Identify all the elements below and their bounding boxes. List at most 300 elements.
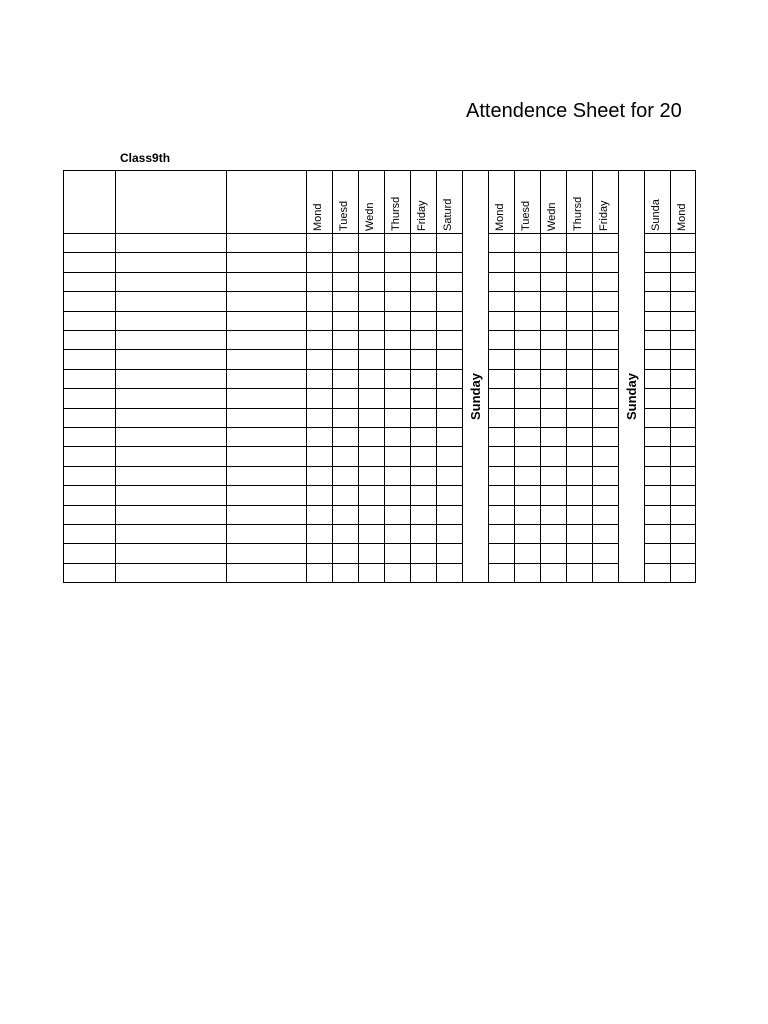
attendance-mark — [644, 408, 670, 427]
day-number — [306, 175, 332, 194]
attendance-mark — [358, 291, 384, 310]
attendance-mark — [410, 369, 436, 388]
attendance-mark — [306, 272, 332, 291]
header-roll-no — [67, 213, 115, 233]
father-name — [226, 330, 306, 349]
attendance-mark — [488, 291, 514, 310]
attendance-mark — [670, 427, 695, 446]
attendance-mark — [306, 408, 332, 427]
attendance-mark — [410, 233, 436, 252]
attendance-mark — [358, 311, 384, 330]
father-name — [226, 291, 306, 310]
header-father-name — [244, 213, 306, 233]
attendance-mark — [514, 330, 540, 349]
attendance-mark — [306, 388, 332, 407]
attendance-mark — [332, 233, 358, 252]
roll-number — [63, 524, 115, 543]
grid-vline — [618, 170, 619, 583]
attendance-mark — [410, 272, 436, 291]
attendance-mark — [514, 505, 540, 524]
attendance-mark — [592, 291, 618, 310]
attendance-mark — [644, 505, 670, 524]
attendance-mark — [540, 252, 566, 271]
attendance-mark — [592, 272, 618, 291]
attendance-mark — [488, 446, 514, 465]
attendance-mark — [384, 369, 410, 388]
day-name: Sunda — [650, 199, 662, 231]
attendance-mark — [306, 427, 332, 446]
student-name — [115, 563, 226, 582]
day-number — [332, 175, 358, 194]
attendance-mark — [592, 485, 618, 504]
day-name: Wedn — [364, 202, 376, 231]
attendance-mark — [644, 330, 670, 349]
student-name — [115, 524, 226, 543]
attendance-mark — [540, 543, 566, 562]
attendance-mark — [306, 252, 332, 271]
student-name — [115, 408, 226, 427]
attendance-mark — [436, 466, 462, 485]
attendance-mark — [332, 543, 358, 562]
attendance-mark — [670, 369, 695, 388]
attendance-mark — [592, 349, 618, 368]
attendance-mark — [332, 485, 358, 504]
attendance-mark — [540, 311, 566, 330]
attendance-mark — [514, 408, 540, 427]
attendance-mark — [410, 252, 436, 271]
attendance-mark — [540, 330, 566, 349]
father-name — [226, 252, 306, 271]
attendance-mark — [306, 349, 332, 368]
attendance-mark — [488, 311, 514, 330]
class-label: Class9th — [120, 151, 171, 165]
attendance-mark — [566, 272, 592, 291]
attendance-mark — [358, 446, 384, 465]
attendance-mark — [566, 330, 592, 349]
attendance-mark — [644, 427, 670, 446]
attendance-mark — [566, 563, 592, 582]
attendance-mark — [670, 505, 695, 524]
attendance-mark — [358, 466, 384, 485]
attendance-mark — [384, 524, 410, 543]
sheet-title: Attendence Sheet for 20 — [466, 100, 682, 122]
attendance-mark — [436, 485, 462, 504]
attendance-mark — [670, 543, 695, 562]
attendance-mark — [410, 446, 436, 465]
day-number — [488, 175, 514, 194]
attendance-mark — [384, 233, 410, 252]
attendance-mark — [592, 252, 618, 271]
day-name: Mond — [676, 203, 688, 231]
attendance-mark — [332, 388, 358, 407]
attendance-mark — [514, 427, 540, 446]
father-name — [226, 272, 306, 291]
father-name — [226, 446, 306, 465]
attendance-mark — [644, 466, 670, 485]
father-name — [226, 311, 306, 330]
father-name — [226, 388, 306, 407]
attendance-mark — [436, 563, 462, 582]
attendance-mark — [358, 524, 384, 543]
attendance-mark — [306, 563, 332, 582]
attendance-mark — [384, 408, 410, 427]
attendance-mark — [306, 291, 332, 310]
day-number — [592, 175, 618, 194]
attendance-mark — [332, 524, 358, 543]
attendance-mark — [592, 543, 618, 562]
attendance-mark — [592, 369, 618, 388]
attendance-mark — [358, 563, 384, 582]
day-name: Friday — [598, 200, 610, 231]
attendance-mark — [592, 233, 618, 252]
student-name — [115, 311, 226, 330]
attendance-mark — [644, 272, 670, 291]
day-name: Mond — [312, 203, 324, 231]
attendance-mark — [670, 563, 695, 582]
attendance-mark — [358, 233, 384, 252]
attendance-mark — [358, 349, 384, 368]
attendance-mark — [306, 466, 332, 485]
attendance-mark — [670, 291, 695, 310]
father-name — [226, 466, 306, 485]
attendance-mark — [410, 524, 436, 543]
attendance-mark — [410, 311, 436, 330]
day-name: Wedn — [546, 202, 558, 231]
grid-vline — [462, 170, 463, 583]
sunday-label: Sunday — [468, 373, 483, 420]
attendance-mark — [436, 388, 462, 407]
attendance-mark — [306, 330, 332, 349]
student-name — [115, 388, 226, 407]
attendance-mark — [358, 408, 384, 427]
father-name — [226, 233, 306, 252]
day-name: Thursd — [390, 196, 402, 231]
grid-hline-top — [63, 170, 696, 171]
attendance-mark — [670, 408, 695, 427]
roll-number — [63, 408, 115, 427]
attendance-mark — [644, 233, 670, 252]
attendance-mark — [436, 369, 462, 388]
roll-number — [63, 466, 115, 485]
attendance-mark — [488, 485, 514, 504]
father-name — [226, 543, 306, 562]
attendance-mark — [384, 543, 410, 562]
attendance-mark — [592, 388, 618, 407]
attendance-mark — [566, 291, 592, 310]
attendance-mark — [540, 369, 566, 388]
attendance-mark — [670, 349, 695, 368]
student-name — [115, 233, 226, 252]
sunday-label: Sunday — [624, 373, 639, 420]
attendance-mark — [566, 505, 592, 524]
father-name — [226, 369, 306, 388]
attendance-mark — [436, 311, 462, 330]
attendance-mark — [540, 563, 566, 582]
attendance-mark — [540, 408, 566, 427]
attendance-mark — [358, 330, 384, 349]
attendance-mark — [332, 427, 358, 446]
student-name — [115, 505, 226, 524]
attendance-mark — [384, 563, 410, 582]
father-name — [226, 349, 306, 368]
day-name: Mond — [494, 203, 506, 231]
day-number — [358, 175, 384, 194]
student-name — [115, 446, 226, 465]
attendance-mark — [514, 369, 540, 388]
attendance-mark — [384, 291, 410, 310]
attendance-mark — [644, 349, 670, 368]
attendance-mark — [358, 427, 384, 446]
attendance-mark — [488, 349, 514, 368]
attendance-mark — [540, 388, 566, 407]
roll-number — [63, 543, 115, 562]
day-number — [566, 175, 592, 194]
attendance-mark — [332, 311, 358, 330]
attendance-mark — [540, 291, 566, 310]
attendance-mark — [514, 563, 540, 582]
attendance-mark — [410, 466, 436, 485]
attendance-mark — [566, 388, 592, 407]
header-student-name — [121, 213, 226, 233]
attendance-mark — [488, 543, 514, 562]
attendance-mark — [410, 563, 436, 582]
attendance-mark — [566, 233, 592, 252]
attendance-mark — [540, 524, 566, 543]
attendance-mark — [540, 427, 566, 446]
attendance-mark — [384, 485, 410, 504]
attendance-mark — [332, 466, 358, 485]
attendance-mark — [410, 427, 436, 446]
attendance-mark — [566, 252, 592, 271]
attendance-mark — [670, 272, 695, 291]
attendance-mark — [670, 330, 695, 349]
attendance-mark — [592, 330, 618, 349]
roll-number — [63, 252, 115, 271]
attendance-mark — [488, 466, 514, 485]
student-name — [115, 291, 226, 310]
day-number — [384, 175, 410, 194]
roll-number — [63, 388, 115, 407]
attendance-mark — [332, 330, 358, 349]
attendance-mark — [306, 485, 332, 504]
attendance-mark — [540, 349, 566, 368]
attendance-mark — [410, 349, 436, 368]
day-number — [618, 175, 644, 194]
father-name — [226, 427, 306, 446]
attendance-mark — [410, 505, 436, 524]
roll-number — [63, 505, 115, 524]
attendance-mark — [540, 446, 566, 465]
attendance-mark — [332, 408, 358, 427]
attendance-mark — [514, 524, 540, 543]
roll-number — [63, 272, 115, 291]
attendance-mark — [358, 485, 384, 504]
student-name — [115, 272, 226, 291]
attendance-mark — [410, 291, 436, 310]
day-name: Friday — [416, 200, 428, 231]
roll-number — [63, 563, 115, 582]
day-number — [462, 175, 488, 194]
attendance-mark — [384, 349, 410, 368]
roll-number — [63, 291, 115, 310]
attendance-mark — [592, 311, 618, 330]
attendance-mark — [384, 427, 410, 446]
attendance-mark — [566, 524, 592, 543]
attendance-mark — [644, 543, 670, 562]
attendance-mark — [436, 524, 462, 543]
attendance-mark — [540, 505, 566, 524]
father-name — [226, 505, 306, 524]
attendance-mark — [592, 408, 618, 427]
attendance-mark — [514, 311, 540, 330]
attendance-mark — [644, 291, 670, 310]
attendance-mark — [592, 466, 618, 485]
attendance-mark — [670, 524, 695, 543]
attendance-mark — [436, 233, 462, 252]
attendance-mark — [384, 446, 410, 465]
attendance-mark — [410, 543, 436, 562]
attendance-mark — [358, 505, 384, 524]
attendance-mark — [488, 388, 514, 407]
attendance-mark — [488, 408, 514, 427]
father-name — [226, 485, 306, 504]
roll-number — [63, 446, 115, 465]
grid-vline — [695, 170, 696, 583]
attendance-mark — [488, 233, 514, 252]
roll-number — [63, 485, 115, 504]
day-number — [644, 175, 670, 194]
attendance-mark — [670, 233, 695, 252]
attendance-mark — [488, 272, 514, 291]
attendance-mark — [644, 252, 670, 271]
attendance-mark — [670, 466, 695, 485]
roll-number — [63, 427, 115, 446]
attendance-mark — [670, 252, 695, 271]
attendance-mark — [540, 272, 566, 291]
attendance-mark — [514, 349, 540, 368]
attendance-mark — [592, 563, 618, 582]
attendance-mark — [436, 505, 462, 524]
attendance-mark — [306, 233, 332, 252]
attendance-mark — [514, 252, 540, 271]
attendance-mark — [514, 446, 540, 465]
attendance-mark — [592, 505, 618, 524]
attendance-mark — [566, 466, 592, 485]
attendance-mark — [410, 330, 436, 349]
student-name — [115, 427, 226, 446]
attendance-mark — [540, 233, 566, 252]
attendance-mark — [332, 563, 358, 582]
attendance-mark — [332, 505, 358, 524]
attendance-mark — [514, 466, 540, 485]
attendance-mark — [384, 252, 410, 271]
attendance-mark — [514, 272, 540, 291]
attendance-mark — [566, 311, 592, 330]
attendance-mark — [358, 369, 384, 388]
attendance-mark — [358, 252, 384, 271]
attendance-mark — [488, 369, 514, 388]
attendance-mark — [488, 505, 514, 524]
attendance-mark — [436, 543, 462, 562]
student-name — [115, 485, 226, 504]
attendance-mark — [332, 252, 358, 271]
attendance-mark — [644, 563, 670, 582]
attendance-mark — [384, 466, 410, 485]
attendance-mark — [384, 505, 410, 524]
day-number — [436, 175, 462, 194]
roll-number — [63, 330, 115, 349]
attendance-mark — [436, 446, 462, 465]
day-name: Saturd — [442, 198, 454, 231]
attendance-mark — [488, 330, 514, 349]
student-name — [115, 369, 226, 388]
attendance-mark — [436, 291, 462, 310]
attendance-mark — [644, 388, 670, 407]
attendance-mark — [566, 446, 592, 465]
attendance-mark — [384, 272, 410, 291]
attendance-mark — [644, 311, 670, 330]
attendance-mark — [306, 543, 332, 562]
attendance-mark — [566, 485, 592, 504]
attendance-mark — [670, 485, 695, 504]
attendance-mark — [358, 543, 384, 562]
attendance-mark — [592, 446, 618, 465]
roll-number — [63, 349, 115, 368]
attendance-mark — [540, 466, 566, 485]
attendance-mark — [566, 369, 592, 388]
attendance-mark — [592, 427, 618, 446]
day-number — [410, 175, 436, 194]
attendance-mark — [436, 330, 462, 349]
attendance-mark — [306, 524, 332, 543]
attendance-mark — [332, 272, 358, 291]
student-name — [115, 330, 226, 349]
attendance-mark — [566, 408, 592, 427]
attendance-mark — [410, 408, 436, 427]
attendance-mark — [384, 388, 410, 407]
attendance-mark — [566, 349, 592, 368]
attendance-mark — [670, 388, 695, 407]
attendance-mark — [332, 446, 358, 465]
attendance-mark — [332, 291, 358, 310]
attendance-mark — [436, 408, 462, 427]
student-name — [115, 466, 226, 485]
attendance-mark — [358, 388, 384, 407]
attendance-mark — [514, 543, 540, 562]
father-name — [226, 408, 306, 427]
attendance-mark — [306, 311, 332, 330]
attendance-mark — [644, 524, 670, 543]
attendance-mark — [332, 369, 358, 388]
attendance-mark — [436, 252, 462, 271]
day-name: Tuesd — [520, 200, 532, 231]
attendance-mark — [488, 563, 514, 582]
attendance-mark — [644, 369, 670, 388]
attendance-mark — [644, 446, 670, 465]
attendance-mark — [436, 349, 462, 368]
attendance-mark — [540, 485, 566, 504]
student-name — [115, 252, 226, 271]
attendance-mark — [514, 291, 540, 310]
attendance-mark — [514, 388, 540, 407]
attendance-mark — [670, 311, 695, 330]
attendance-mark — [384, 311, 410, 330]
attendance-mark — [644, 485, 670, 504]
attendance-mark — [514, 485, 540, 504]
attendance-mark — [566, 427, 592, 446]
attendance-mark — [306, 505, 332, 524]
attendance-mark — [410, 388, 436, 407]
